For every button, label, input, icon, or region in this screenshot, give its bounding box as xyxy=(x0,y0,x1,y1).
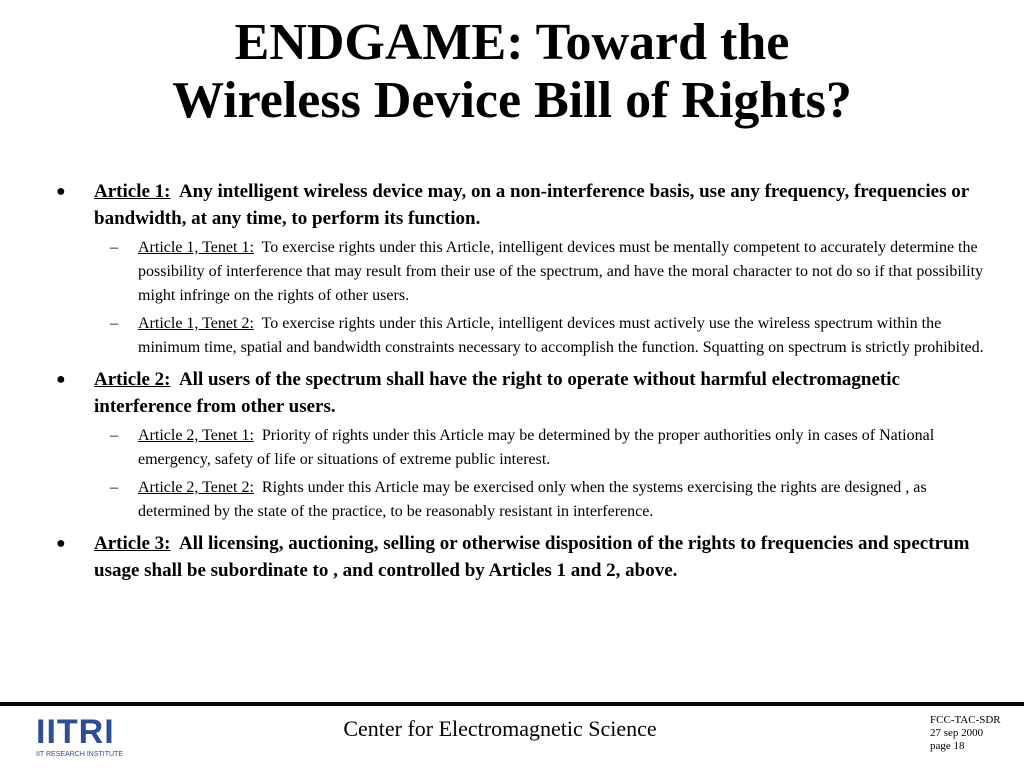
footer-organization: Center for Electromagnetic Science xyxy=(343,716,657,741)
article-3-bullet xyxy=(56,530,986,584)
tenet-text: To exercise rights under this Article, intelligent devices must be mentally competent to accurately determine the possibility of interference that may result from their use of the spectrum, and have the moral character to not do so if that possibility might infringe on the rights of other users. xyxy=(138,239,984,304)
slide-title-line1: ENDGAME: Toward the xyxy=(234,14,790,71)
iitri-logo xyxy=(36,714,144,762)
article-2-text: All users of the spectrum shall have the right to operate without harmful electromagnetic interference from other users. xyxy=(94,369,900,417)
article-1-tenet-2 xyxy=(110,312,986,360)
article-2-tenet-2 xyxy=(110,476,986,524)
tenet-label: Article 1, Tenet 2: xyxy=(138,315,254,332)
footer-divider xyxy=(0,702,1024,706)
tenet-label: Article 1, Tenet 1: xyxy=(138,239,254,256)
dash-icon: – xyxy=(110,479,118,496)
article-1-label: Article 1: xyxy=(94,181,171,202)
footer-meta-date: 27 sep 2000 xyxy=(930,727,984,739)
bullet-icon: ● xyxy=(56,535,66,552)
dash-icon: – xyxy=(110,239,118,256)
tenet-label: Article 2, Tenet 1: xyxy=(138,427,254,444)
bullet-icon: ● xyxy=(56,371,66,388)
dash-icon: – xyxy=(110,315,118,332)
logo-wordmark: IITRI xyxy=(36,713,115,751)
tenet-text: To exercise rights under this Article, intelligent devices must actively use the wireless spectrum within the minimum time, spatial and bandwidth constraints necessary to accomplish the function. Squatting on spectrum is strictly prohibited. xyxy=(138,315,984,356)
article-1-tenet-1 xyxy=(110,236,986,308)
article-2-label: Article 2: xyxy=(94,369,171,390)
dash-icon: – xyxy=(110,427,118,444)
article-3-label: Article 3: xyxy=(94,533,171,554)
slide-title xyxy=(0,14,1024,130)
article-2-tenet-1 xyxy=(110,424,986,472)
tenet-text: Priority of rights under this Article may be determined by the proper authorities only in cases of National emergency, safety of life or situations of extreme public interest. xyxy=(138,427,935,468)
slide-title-line2: Wireless Device Bill of Rights? xyxy=(172,72,852,129)
logo-subtitle: IIT RESEARCH INSTITUTE xyxy=(36,751,123,758)
tenet-label: Article 2, Tenet 2: xyxy=(138,479,254,496)
article-1-bullet xyxy=(56,178,986,232)
bullet-icon: ● xyxy=(56,183,66,200)
slide-body xyxy=(56,178,986,584)
article-1-text: Any intelligent wireless device may, on a non-interference basis, use any frequency, frequencies or bandwidth, at any time, to perform its function. xyxy=(94,181,969,229)
footer-meta xyxy=(930,714,1022,753)
tenet-text: Rights under this Article may be exercised only when the systems exercising the rights are designed , as determined by the state of the practice, to be reasonably resistant in interference. xyxy=(138,479,927,520)
footer-meta-page: page 18 xyxy=(930,740,965,752)
footer-meta-doc-id: FCC-TAC-SDR xyxy=(930,714,1001,726)
article-3-text: All licensing, auctioning, selling or otherwise disposition of the rights to frequencies and spectrum usage shall be subordinate to , and controlled by Articles 1 and 2, above. xyxy=(94,533,970,581)
article-2-bullet xyxy=(56,366,986,420)
